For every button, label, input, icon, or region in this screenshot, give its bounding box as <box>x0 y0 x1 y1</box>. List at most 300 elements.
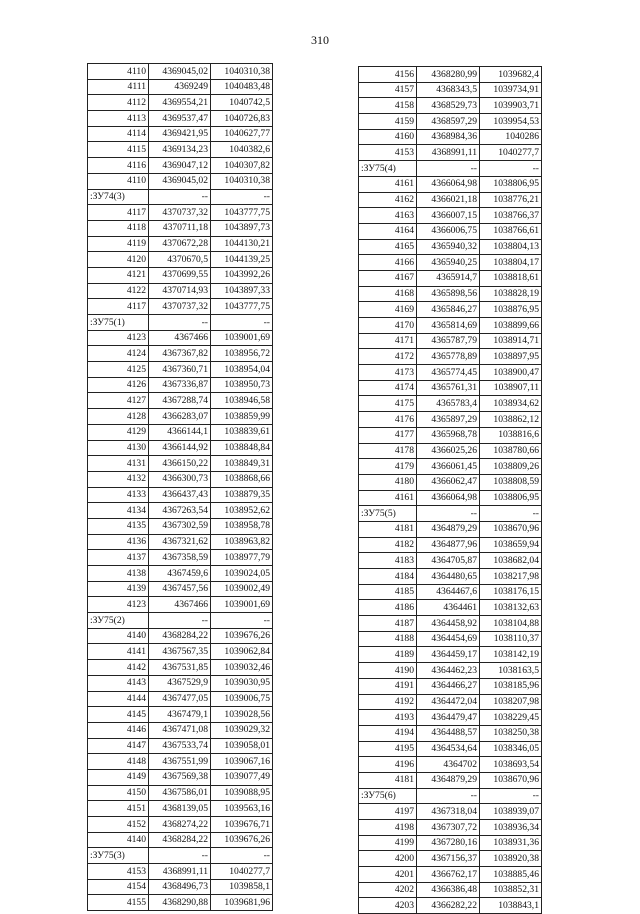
y-coordinate-cell: 1040310,38 <box>211 64 273 80</box>
point-number-cell: 4158 <box>359 98 417 114</box>
y-coordinate-cell: 1040483,48 <box>211 79 273 95</box>
x-coordinate-cell: 4367533,74 <box>149 738 211 754</box>
point-number-cell: 4135 <box>88 518 149 534</box>
y-coordinate-cell: 1038804,17 <box>480 255 542 271</box>
x-coordinate-cell: 4365968,78 <box>417 427 480 443</box>
y-coordinate-cell: 1038939,07 <box>480 804 542 820</box>
point-number-cell: 4133 <box>88 487 149 503</box>
x-coordinate-cell: 4366062,47 <box>417 474 480 490</box>
y-coordinate-cell: 1038936,34 <box>480 820 542 836</box>
y-coordinate-cell: 1038670,96 <box>480 772 542 788</box>
section-header-row <box>88 189 273 205</box>
x-coordinate-cell: 4364467,6 <box>417 584 480 600</box>
y-coordinate-cell: 1038780,66 <box>480 443 542 459</box>
table-row <box>88 722 273 738</box>
x-coordinate-cell: 4368496,73 <box>149 879 211 895</box>
y-coordinate-cell: 1038907,11 <box>480 380 542 396</box>
x-coordinate-cell: 4364488,57 <box>417 725 480 741</box>
x-coordinate-cell: 4370714,93 <box>149 283 211 299</box>
y-coordinate-cell: 1038806,95 <box>480 490 542 506</box>
y-coordinate-cell: 1038217,98 <box>480 569 542 585</box>
table-row <box>359 396 542 412</box>
point-number-cell: 4187 <box>359 616 417 632</box>
y-coordinate-cell: 1038950,73 <box>211 377 273 393</box>
y-coordinate-cell: 1038862,12 <box>480 412 542 428</box>
x-coordinate-cell: 4368343,5 <box>417 82 480 98</box>
section-label-cell: :ЗУ75(2) <box>88 613 149 629</box>
y-coordinate-cell: 1040382,6 <box>211 142 273 158</box>
x-coordinate-cell: 4369045,02 <box>149 173 211 189</box>
table-row <box>88 126 273 142</box>
point-number-cell: 4117 <box>88 205 149 221</box>
y-coordinate-cell: 1038185,96 <box>480 678 542 694</box>
point-number-cell: 4153 <box>359 145 417 161</box>
x-coordinate-cell: 4366144,92 <box>149 440 211 456</box>
table-row <box>88 675 273 691</box>
section-label-cell: :ЗУ75(6) <box>359 788 417 804</box>
section-label-cell: :ЗУ75(5) <box>359 506 417 522</box>
x-coordinate-cell: -- <box>149 848 211 864</box>
x-coordinate-cell: 4368284,22 <box>149 832 211 848</box>
table-row <box>88 95 273 111</box>
table-row <box>88 518 273 534</box>
point-number-cell: 4161 <box>359 490 417 506</box>
x-coordinate-cell: 4370699,55 <box>149 267 211 283</box>
y-coordinate-cell: 1040286 <box>480 129 542 145</box>
left-coordinates-table <box>87 63 273 911</box>
x-coordinate-cell: 4370711,18 <box>149 220 211 236</box>
table-row <box>88 487 273 503</box>
table-row <box>88 785 273 801</box>
x-coordinate-cell: 4365814,69 <box>417 318 480 334</box>
x-coordinate-cell: 4364877,96 <box>417 537 480 553</box>
point-number-cell: 4123 <box>88 330 149 346</box>
x-coordinate-cell: 4364534,64 <box>417 741 480 757</box>
y-coordinate-cell: 1039067,16 <box>211 754 273 770</box>
table-row <box>359 772 542 788</box>
y-coordinate-cell: 1038659,94 <box>480 537 542 553</box>
section-header-row <box>88 315 273 331</box>
table-row <box>88 879 273 895</box>
point-number-cell: 4134 <box>88 503 149 519</box>
table-row <box>359 427 542 443</box>
table-row <box>359 835 542 851</box>
table-row <box>359 851 542 867</box>
point-number-cell: 4193 <box>359 710 417 726</box>
x-coordinate-cell: 4364466,27 <box>417 678 480 694</box>
y-coordinate-cell: 1039903,71 <box>480 98 542 114</box>
y-coordinate-cell: 1043777,75 <box>211 299 273 315</box>
x-coordinate-cell: 4366021,18 <box>417 192 480 208</box>
point-number-cell: 4194 <box>359 725 417 741</box>
x-coordinate-cell: 4367288,74 <box>149 393 211 409</box>
point-number-cell: 4117 <box>88 299 149 315</box>
y-coordinate-cell: 1038849,31 <box>211 456 273 472</box>
y-coordinate-cell: 1038946,58 <box>211 393 273 409</box>
table-row <box>359 600 542 616</box>
table-row <box>359 223 542 239</box>
x-coordinate-cell: 4369554,21 <box>149 95 211 111</box>
x-coordinate-cell: 4368991,11 <box>149 864 211 880</box>
point-number-cell: 4197 <box>359 804 417 820</box>
point-number-cell: 4113 <box>88 111 149 127</box>
x-coordinate-cell: 4368284,22 <box>149 628 211 644</box>
point-number-cell: 4182 <box>359 537 417 553</box>
x-coordinate-cell: 4365783,4 <box>417 396 480 412</box>
x-coordinate-cell: 4366150,22 <box>149 456 211 472</box>
x-coordinate-cell: 4364879,29 <box>417 772 480 788</box>
table-row <box>359 553 542 569</box>
x-coordinate-cell: 4367318,04 <box>417 804 480 820</box>
point-number-cell: 4190 <box>359 663 417 679</box>
point-number-cell: 4157 <box>359 82 417 98</box>
section-label-cell: :ЗУ74(3) <box>88 189 149 205</box>
table-row <box>359 459 542 475</box>
y-coordinate-cell: -- <box>480 788 542 804</box>
point-number-cell: 4115 <box>88 142 149 158</box>
x-coordinate-cell: 4366300,73 <box>149 471 211 487</box>
x-coordinate-cell: 4365940,25 <box>417 255 480 271</box>
y-coordinate-cell: 1038954,04 <box>211 362 273 378</box>
x-coordinate-cell: 4368984,36 <box>417 129 480 145</box>
table-row <box>359 647 542 663</box>
y-coordinate-cell: 1038104,88 <box>480 616 542 632</box>
table-row <box>359 678 542 694</box>
point-number-cell: 4200 <box>359 851 417 867</box>
point-number-cell: 4131 <box>88 456 149 472</box>
y-coordinate-cell: 1039058,01 <box>211 738 273 754</box>
table-row <box>359 474 542 490</box>
y-coordinate-cell: 1038977,79 <box>211 550 273 566</box>
y-coordinate-cell: 1038132,63 <box>480 600 542 616</box>
y-coordinate-cell: 1039062,84 <box>211 644 273 660</box>
y-coordinate-cell: 1040627,77 <box>211 126 273 142</box>
x-coordinate-cell: -- <box>417 161 480 177</box>
x-coordinate-cell: 4364879,29 <box>417 521 480 537</box>
x-coordinate-cell: 4369134,23 <box>149 142 211 158</box>
point-number-cell: 4186 <box>359 600 417 616</box>
right-coordinates-table <box>358 66 542 914</box>
table-row <box>88 362 273 378</box>
point-number-cell: 4150 <box>88 785 149 801</box>
x-coordinate-cell: 4364472,04 <box>417 694 480 710</box>
table-row <box>359 98 542 114</box>
x-coordinate-cell: 4367459,6 <box>149 566 211 582</box>
point-number-cell: 4178 <box>359 443 417 459</box>
y-coordinate-cell: 1040307,82 <box>211 158 273 174</box>
table-row <box>359 270 542 286</box>
x-coordinate-cell: 4364480,65 <box>417 569 480 585</box>
point-number-cell: 4132 <box>88 471 149 487</box>
y-coordinate-cell: 1038852,31 <box>480 882 542 898</box>
x-coordinate-cell: 4367307,72 <box>417 820 480 836</box>
section-header-row <box>88 848 273 864</box>
x-coordinate-cell: 4365774,45 <box>417 365 480 381</box>
x-coordinate-cell: 4366437,43 <box>149 487 211 503</box>
x-coordinate-cell: 4365914,7 <box>417 270 480 286</box>
page-number: 310 <box>311 33 329 47</box>
y-coordinate-cell: 1038806,95 <box>480 176 542 192</box>
table-row <box>359 882 542 898</box>
y-coordinate-cell: 1040277,7 <box>480 145 542 161</box>
table-row <box>359 208 542 224</box>
point-number-cell: 4165 <box>359 239 417 255</box>
y-coordinate-cell: 1038682,04 <box>480 553 542 569</box>
x-coordinate-cell: 4367529,9 <box>149 675 211 691</box>
point-number-cell: 4183 <box>359 553 417 569</box>
y-coordinate-cell: 1038110,37 <box>480 631 542 647</box>
x-coordinate-cell: 4367367,82 <box>149 346 211 362</box>
y-coordinate-cell: 1038899,66 <box>480 318 542 334</box>
table-row <box>88 456 273 472</box>
table-row <box>88 409 273 425</box>
y-coordinate-cell: -- <box>211 613 273 629</box>
table-row <box>88 769 273 785</box>
table-row <box>359 521 542 537</box>
x-coordinate-cell: -- <box>417 788 480 804</box>
x-coordinate-cell: 4367531,85 <box>149 660 211 676</box>
point-number-cell: 4166 <box>359 255 417 271</box>
x-coordinate-cell: 4366144,1 <box>149 424 211 440</box>
table-row <box>88 707 273 723</box>
point-number-cell: 4169 <box>359 302 417 318</box>
table-row <box>359 725 542 741</box>
x-coordinate-cell: 4365778,89 <box>417 349 480 365</box>
x-coordinate-cell: 4366762,17 <box>417 867 480 883</box>
point-number-cell: 4145 <box>88 707 149 723</box>
table-row <box>359 145 542 161</box>
point-number-cell: 4180 <box>359 474 417 490</box>
point-number-cell: 4144 <box>88 691 149 707</box>
x-coordinate-cell: 4366007,15 <box>417 208 480 224</box>
section-header-row <box>359 506 542 522</box>
table-row <box>88 252 273 268</box>
table-row <box>359 898 542 914</box>
table-row <box>359 663 542 679</box>
table-row <box>88 205 273 221</box>
y-coordinate-cell: 1038900,47 <box>480 365 542 381</box>
x-coordinate-cell: -- <box>149 315 211 331</box>
point-number-cell: 4191 <box>359 678 417 694</box>
point-number-cell: 4138 <box>88 566 149 582</box>
point-number-cell: 4192 <box>359 694 417 710</box>
table-row <box>88 220 273 236</box>
y-coordinate-cell: 1040742,5 <box>211 95 273 111</box>
y-coordinate-cell: 1038346,05 <box>480 741 542 757</box>
x-coordinate-cell: 4366064,98 <box>417 176 480 192</box>
y-coordinate-cell: -- <box>211 848 273 864</box>
y-coordinate-cell: 1038816,6 <box>480 427 542 443</box>
table-row <box>359 239 542 255</box>
x-coordinate-cell: 4368597,29 <box>417 114 480 130</box>
table-row <box>88 817 273 833</box>
point-number-cell: 4128 <box>88 409 149 425</box>
y-coordinate-cell: 1038776,21 <box>480 192 542 208</box>
x-coordinate-cell: 4367156,37 <box>417 851 480 867</box>
point-number-cell: 4110 <box>88 64 149 80</box>
table-row <box>359 82 542 98</box>
y-coordinate-cell: 1039734,91 <box>480 82 542 98</box>
point-number-cell: 4149 <box>88 769 149 785</box>
point-number-cell: 4174 <box>359 380 417 396</box>
point-number-cell: 4129 <box>88 424 149 440</box>
table-row <box>88 801 273 817</box>
table-row <box>88 236 273 252</box>
point-number-cell: 4199 <box>359 835 417 851</box>
point-number-cell: 4154 <box>88 879 149 895</box>
y-coordinate-cell: 1038958,78 <box>211 518 273 534</box>
point-number-cell: 4181 <box>359 521 417 537</box>
point-number-cell: 4177 <box>359 427 417 443</box>
point-number-cell: 4114 <box>88 126 149 142</box>
y-coordinate-cell: 1038808,59 <box>480 474 542 490</box>
y-coordinate-cell: -- <box>211 189 273 205</box>
y-coordinate-cell: 1044139,25 <box>211 252 273 268</box>
y-coordinate-cell: 1039001,69 <box>211 597 273 613</box>
table-row <box>88 267 273 283</box>
y-coordinate-cell: 1043897,73 <box>211 220 273 236</box>
x-coordinate-cell: 4367586,01 <box>149 785 211 801</box>
table-row <box>88 754 273 770</box>
table-row <box>359 631 542 647</box>
x-coordinate-cell: 4368139,05 <box>149 801 211 817</box>
point-number-cell: 4122 <box>88 283 149 299</box>
point-number-cell: 4148 <box>88 754 149 770</box>
table-row <box>359 584 542 600</box>
table-row <box>359 318 542 334</box>
y-coordinate-cell: 1038142,19 <box>480 647 542 663</box>
table-row <box>88 173 273 189</box>
point-number-cell: 4167 <box>359 270 417 286</box>
x-coordinate-cell: 4365846,27 <box>417 302 480 318</box>
point-number-cell: 4189 <box>359 647 417 663</box>
table-row <box>359 443 542 459</box>
point-number-cell: 4170 <box>359 318 417 334</box>
table-row <box>88 597 273 613</box>
x-coordinate-cell: 4365898,56 <box>417 286 480 302</box>
table-row <box>359 412 542 428</box>
y-coordinate-cell: 1038885,46 <box>480 867 542 883</box>
x-coordinate-cell: 4364462,23 <box>417 663 480 679</box>
y-coordinate-cell: 1039030,95 <box>211 675 273 691</box>
section-label-cell: :ЗУ75(1) <box>88 315 149 331</box>
y-coordinate-cell: 1038839,61 <box>211 424 273 440</box>
y-coordinate-cell: 1039676,71 <box>211 817 273 833</box>
y-coordinate-cell: 1039001,69 <box>211 330 273 346</box>
table-row <box>88 424 273 440</box>
x-coordinate-cell: 4367466 <box>149 330 211 346</box>
table-row <box>88 503 273 519</box>
table-row <box>359 710 542 726</box>
point-number-cell: 4160 <box>359 129 417 145</box>
y-coordinate-cell: 1038229,45 <box>480 710 542 726</box>
point-number-cell: 4136 <box>88 534 149 550</box>
point-number-cell: 4116 <box>88 158 149 174</box>
point-number-cell: 4162 <box>359 192 417 208</box>
x-coordinate-cell: 4367466 <box>149 597 211 613</box>
table-row <box>359 820 542 836</box>
y-coordinate-cell: 1038670,96 <box>480 521 542 537</box>
section-header-row <box>88 613 273 629</box>
y-coordinate-cell: 1039563,16 <box>211 801 273 817</box>
y-coordinate-cell: 1039954,53 <box>480 114 542 130</box>
table-row <box>359 67 542 83</box>
x-coordinate-cell: 4369047,12 <box>149 158 211 174</box>
y-coordinate-cell: 1038804,13 <box>480 239 542 255</box>
x-coordinate-cell: 4364702 <box>417 757 480 773</box>
x-coordinate-cell: 4365787,79 <box>417 333 480 349</box>
table-row <box>359 192 542 208</box>
x-coordinate-cell: 4366006,75 <box>417 223 480 239</box>
point-number-cell: 4121 <box>88 267 149 283</box>
y-coordinate-cell: 1043897,33 <box>211 283 273 299</box>
y-coordinate-cell: -- <box>480 161 542 177</box>
x-coordinate-cell: 4366283,07 <box>149 409 211 425</box>
x-coordinate-cell: 4370737,32 <box>149 299 211 315</box>
table-row <box>88 158 273 174</box>
table-row <box>88 660 273 676</box>
table-row <box>88 377 273 393</box>
y-coordinate-cell: 1039676,26 <box>211 832 273 848</box>
x-coordinate-cell: 4366061,45 <box>417 459 480 475</box>
y-coordinate-cell: 1043992,26 <box>211 267 273 283</box>
table-row <box>88 738 273 754</box>
point-number-cell: 4185 <box>359 584 417 600</box>
point-number-cell: 4112 <box>88 95 149 111</box>
y-coordinate-cell: 1040726,83 <box>211 111 273 127</box>
x-coordinate-cell: 4366386,48 <box>417 882 480 898</box>
point-number-cell: 4127 <box>88 393 149 409</box>
x-coordinate-cell: 4367477,05 <box>149 691 211 707</box>
y-coordinate-cell: 1038207,98 <box>480 694 542 710</box>
table-row <box>359 569 542 585</box>
table-row <box>88 534 273 550</box>
table-row <box>88 64 273 80</box>
table-row <box>359 365 542 381</box>
section-header-row <box>359 161 542 177</box>
point-number-cell: 4110 <box>88 173 149 189</box>
table-row <box>88 864 273 880</box>
y-coordinate-cell: 1038956,72 <box>211 346 273 362</box>
x-coordinate-cell: -- <box>149 613 211 629</box>
point-number-cell: 4147 <box>88 738 149 754</box>
x-coordinate-cell: 4369421,95 <box>149 126 211 142</box>
table-row <box>88 393 273 409</box>
point-number-cell: 4175 <box>359 396 417 412</box>
point-number-cell: 4163 <box>359 208 417 224</box>
point-number-cell: 4196 <box>359 757 417 773</box>
y-coordinate-cell: 1040277,7 <box>211 864 273 880</box>
y-coordinate-cell: 1044130,21 <box>211 236 273 252</box>
point-number-cell: 4195 <box>359 741 417 757</box>
x-coordinate-cell: 4367479,1 <box>149 707 211 723</box>
point-number-cell: 4201 <box>359 867 417 883</box>
y-coordinate-cell: 1038934,62 <box>480 396 542 412</box>
point-number-cell: 4137 <box>88 550 149 566</box>
table-row <box>88 581 273 597</box>
y-coordinate-cell: 1038920,38 <box>480 851 542 867</box>
table-row <box>359 349 542 365</box>
point-number-cell: 4176 <box>359 412 417 428</box>
x-coordinate-cell: 4366064,98 <box>417 490 480 506</box>
y-coordinate-cell: 1039032,46 <box>211 660 273 676</box>
x-coordinate-cell: 4367336,87 <box>149 377 211 393</box>
table-row <box>88 283 273 299</box>
table-row <box>88 471 273 487</box>
table-row <box>359 114 542 130</box>
x-coordinate-cell: 4364705,87 <box>417 553 480 569</box>
point-number-cell: 4146 <box>88 722 149 738</box>
